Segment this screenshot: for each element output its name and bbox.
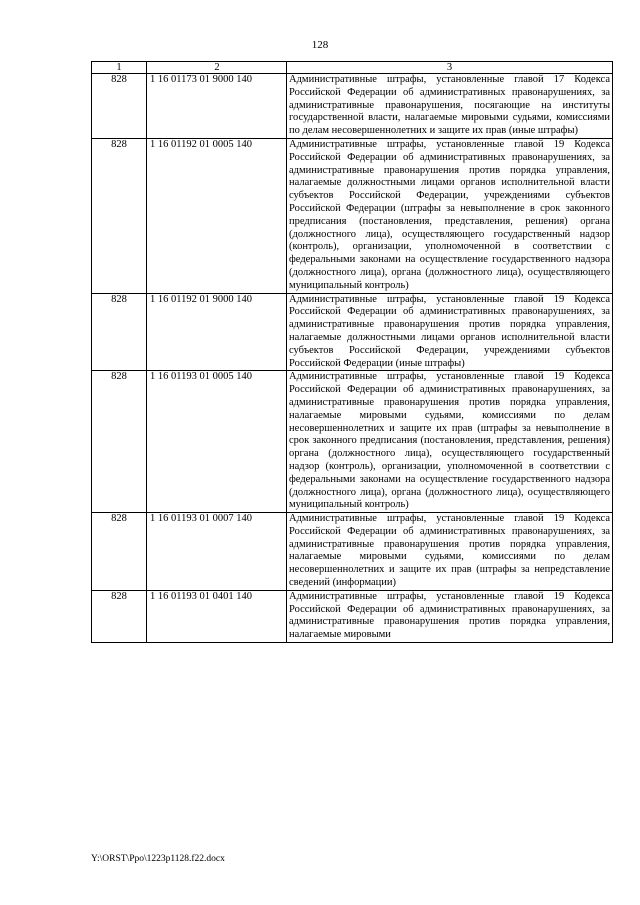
document-file-path: Y:\ORST\Ppo\1223p1128.f22.docx <box>91 854 225 864</box>
admin-code-cell: 828 <box>92 138 147 293</box>
description-cell: Административные штрафы, установленные главой 19 Кодекса Российской Федерации об административных правонарушениях, за административные правонарушения против порядка управления, налагаемые должностными лицами органов исполнительной власти субъектов Российской Федерации, учреждениями субъектов Российской Федерации (штрафы за невыполнение в срок законного предписания (постановления, представления, решения) органа (должностного лица), осуществляющего государственный надзор (контроль), организации, уполномоченной в соответствии с федеральными законами на осуществление государственного надзора (должностного лица), органа (должностного лица), осуществляющего муниципальный контроль) <box>287 138 613 293</box>
admin-code-cell: 828 <box>92 74 147 139</box>
budget-code-cell: 1 16 01193 01 0007 140 <box>147 513 287 591</box>
table-row <box>92 293 613 371</box>
budget-code-cell: 1 16 01173 01 9000 140 <box>147 74 287 139</box>
table-row <box>92 590 613 642</box>
admin-code-cell: 828 <box>92 513 147 591</box>
budget-codes-table <box>91 61 613 643</box>
table-row <box>92 74 613 139</box>
column-header-2: 2 <box>147 62 287 74</box>
column-header-1: 1 <box>92 62 147 74</box>
description-cell: Административные штрафы, установленные главой 19 Кодекса Российской Федерации об административных правонарушениях, за административные правонарушения против порядка управления, налагаемые мировыми судьями, комиссиями по делам несовершеннолетних и защите их прав (штрафы за невыполнение в срок законного предписания (постановления, представления, решения) органа (должностного лица), осуществляющего государственный надзор (контроль), организации, уполномоченной в соответствии с федеральными законами на осуществление государственного надзора (должностного лица), органа (должностного лица), осуществляющего муниципальный контроль) <box>287 371 613 513</box>
budget-code-cell: 1 16 01192 01 0005 140 <box>147 138 287 293</box>
table-row <box>92 513 613 591</box>
description-cell: Административные штрафы, установленные главой 19 Кодекса Российской Федерации об административных правонарушениях, за административные правонарушения против порядка управления, налагаемые должностными лицами органов исполнительной власти субъектов Российской Федерации, учреждениями субъектов Российской Федерации (иные штрафы) <box>287 293 613 371</box>
budget-code-cell: 1 16 01193 01 0005 140 <box>147 371 287 513</box>
page-number: 128 <box>311 39 329 51</box>
budget-code-cell: 1 16 01192 01 9000 140 <box>147 293 287 371</box>
description-cell: Административные штрафы, установленные главой 19 Кодекса Российской Федерации об административных правонарушениях, за административные правонарушения против порядка управления, налагаемые мировыми <box>287 590 613 642</box>
table-row <box>92 138 613 293</box>
budget-code-cell: 1 16 01193 01 0401 140 <box>147 590 287 642</box>
column-header-3: 3 <box>287 62 613 74</box>
description-cell: Административные штрафы, установленные главой 17 Кодекса Российской Федерации об административных правонарушениях, за административные правонарушения, посягающие на институты государственной власти, налагаемые мировыми судьями, комиссиями по делам несовершеннолетних и защите их прав (иные штрафы) <box>287 74 613 139</box>
admin-code-cell: 828 <box>92 293 147 371</box>
admin-code-cell: 828 <box>92 371 147 513</box>
admin-code-cell: 828 <box>92 590 147 642</box>
description-cell: Административные штрафы, установленные главой 19 Кодекса Российской Федерации об административных правонарушениях, за административные правонарушения против порядка управления, налагаемые мировыми судьями, комиссиями по делам несовершеннолетних и защите их прав (штрафы за непредставление сведений (информации) <box>287 513 613 591</box>
table-header-row <box>92 62 613 74</box>
table-row <box>92 371 613 513</box>
